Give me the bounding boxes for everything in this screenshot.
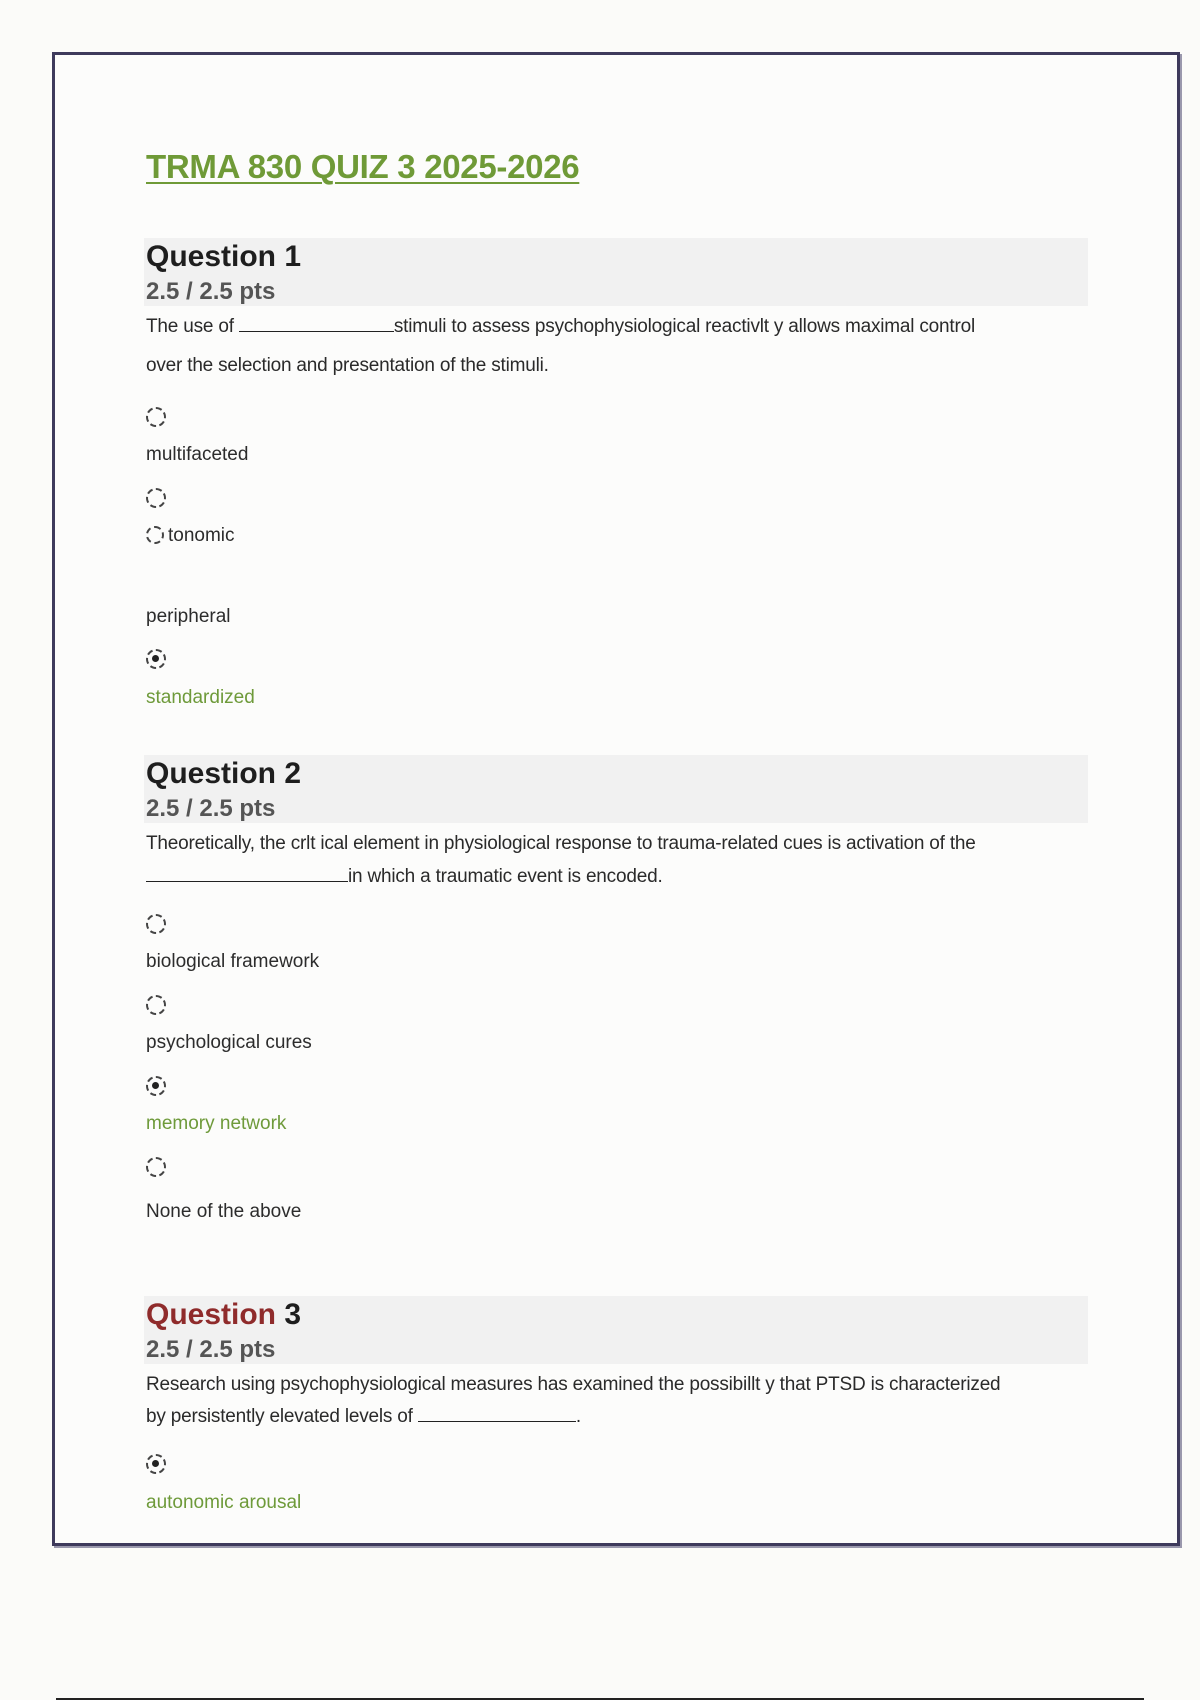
- question-2-option-2-radio[interactable]: [146, 995, 166, 1015]
- question-3-points: 2.5 / 2.5 pts: [146, 1336, 276, 1363]
- question-2-title: Question 2: [146, 757, 302, 790]
- question-1-option-3-radio[interactable]: [146, 526, 164, 544]
- question-1-text-after: stimuli to assess psychophysiological reactivlt y allows maximal control: [393, 316, 976, 337]
- question-1-option-2-label[interactable]: tonomic: [168, 525, 235, 546]
- question-1-text-line2: over the selection and presentation of the stimuli.: [146, 355, 549, 376]
- question-1-option-3-label[interactable]: peripheral: [146, 606, 231, 627]
- question-3-option-1-label[interactable]: autonomic arousal: [146, 1492, 302, 1513]
- question-3-title: [146, 1298, 301, 1332]
- question-3-text-line2: [146, 1406, 1076, 1428]
- question-2-option-3-radio-selected[interactable]: [146, 1076, 166, 1096]
- question-1-option-4-radio-selected[interactable]: [146, 649, 166, 669]
- question-3-text-before: by persistently elevated levels of: [146, 1406, 418, 1427]
- question-1-option-1-radio[interactable]: [146, 407, 166, 427]
- question-1-blank: [239, 317, 394, 332]
- question-1-option-2-radio[interactable]: [146, 488, 166, 508]
- question-3-option-1-radio-selected[interactable]: [146, 1454, 166, 1474]
- question-3-header: [144, 1296, 1088, 1364]
- question-3-blank: [418, 1407, 576, 1422]
- question-1-header: [144, 238, 1088, 306]
- question-2-option-1-radio[interactable]: [146, 914, 166, 934]
- question-2-option-4-label[interactable]: None of the above: [146, 1201, 302, 1222]
- question-2-text-line1: Theoretically, the crlt ical element in physiological response to trauma-related cues is activation of the: [146, 833, 976, 854]
- question-1-option-4-label[interactable]: standardized: [146, 687, 255, 708]
- question-1-text-before: The use of: [146, 316, 239, 337]
- question-3-title-number: 3: [284, 1298, 302, 1331]
- question-1-option-1-label[interactable]: multifaceted: [146, 444, 249, 465]
- question-2-option-3-label[interactable]: memory network: [146, 1113, 287, 1134]
- question-2-points: 2.5 / 2.5 pts: [146, 795, 276, 822]
- question-1-title: Question 1: [146, 240, 302, 273]
- question-3-text-after: .: [575, 1406, 581, 1427]
- question-2-option-4-radio[interactable]: [146, 1157, 166, 1177]
- question-1-points: 2.5 / 2.5 pts: [146, 278, 276, 305]
- question-2-blank: [146, 867, 348, 882]
- question-1-text: [146, 316, 1076, 338]
- question-2-text-after: in which a traumatic event is encoded.: [348, 866, 663, 887]
- quiz-title: TRMA 830 QUIZ 3 2025-2026: [146, 148, 580, 185]
- question-2-text-line2: [146, 866, 1076, 888]
- question-2-option-1-label[interactable]: biological framework: [146, 951, 320, 972]
- question-3-text-line1: Research using psychophysiological measures has examined the possibillt y that PTSD is characterized: [146, 1374, 1001, 1395]
- question-3-title-word: Question: [146, 1298, 277, 1331]
- question-2-option-2-label[interactable]: psychological cures: [146, 1032, 312, 1053]
- question-2-header: [144, 755, 1088, 823]
